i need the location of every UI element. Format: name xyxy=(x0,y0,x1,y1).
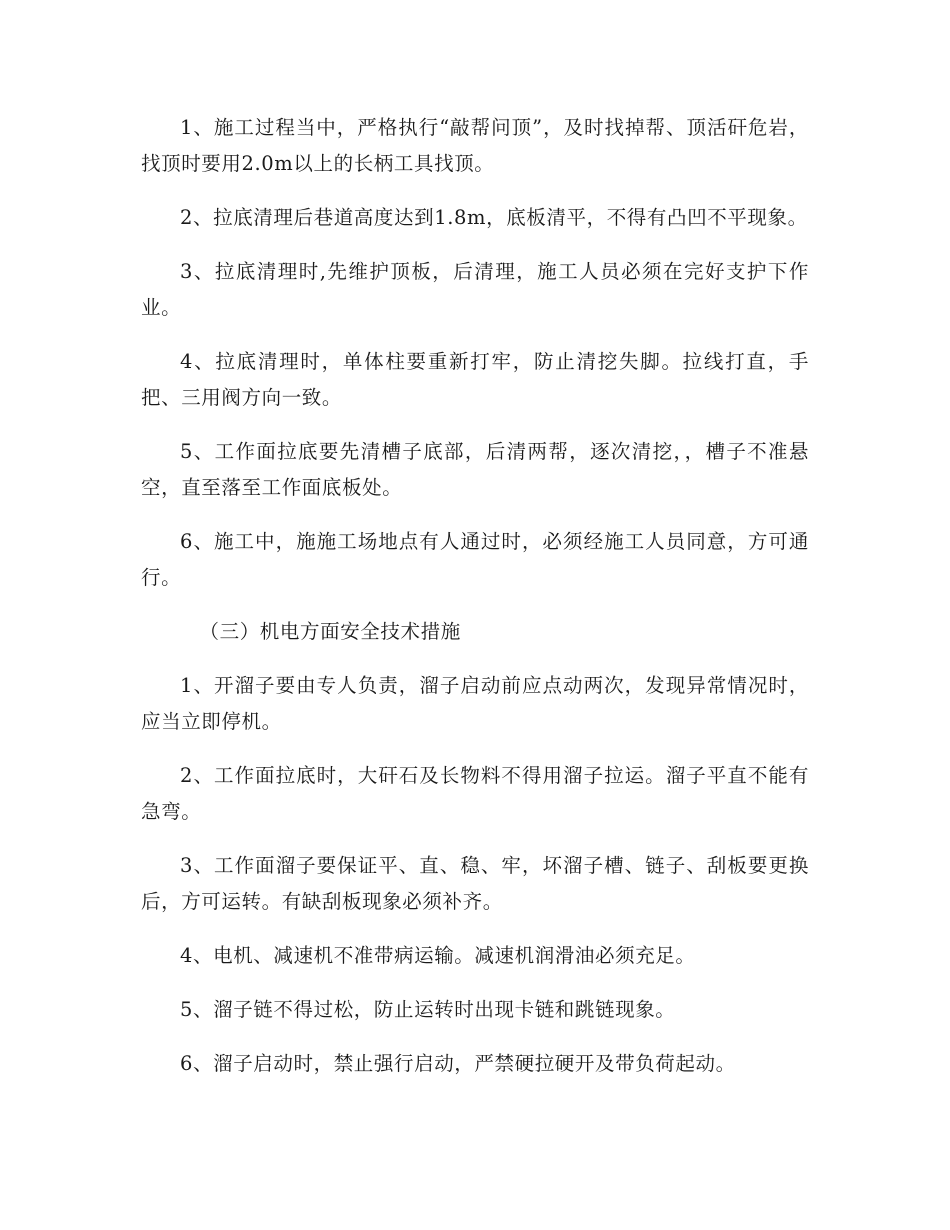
paragraph-construction-3: 3、拉底清理时,先维护顶板，后清理，施工人员必须在完好支护下作业。 xyxy=(141,260,809,319)
paragraph-construction-2: 2、拉底清理后巷道高度达到1.8m，底板清平，不得有凸凹不平现象。 xyxy=(180,206,808,229)
section-heading-electromechanical: （三）机电方面安全技术措施 xyxy=(199,620,461,643)
paragraph-electromechanical-3: 3、工作面溜子要保证平、直、稳、牢，坏溜子槽、链子、刮板要更换后，方可运转。有缺刮板现象必须补齐。 xyxy=(141,854,809,913)
paragraph-electromechanical-5: 5、溜子链不得过松，防止运转时出现卡链和跳链现象。 xyxy=(180,998,676,1021)
paragraph-construction-6: 6、施工中，施施工场地点有人通过时，必须经施工人员同意，方可通行。 xyxy=(141,530,809,589)
paragraph-construction-4: 4、拉底清理时，单体柱要重新打牢，防止清挖失脚。拉线打直，手把、三用阀方向一致。 xyxy=(141,350,809,409)
paragraph-electromechanical-2: 2、工作面拉底时，大矸石及长物料不得用溜子拉运。溜子平直不能有急弯。 xyxy=(141,764,809,823)
document-body xyxy=(141,110,809,1100)
paragraph-construction-1: 1、施工过程当中，严格执行“敲帮问顶”，及时找掉帮、顶活矸危岩，找顶时要用2.0m以上的长柄工具找顶。 xyxy=(141,116,809,175)
paragraph-electromechanical-1: 1、开溜子要由专人负责，溜子启动前应点动两次，发现异常情况时，应当立即停机。 xyxy=(141,674,809,733)
paragraph-electromechanical-6: 6、溜子启动时，禁止强行启动，严禁硬拉硬开及带负荷起动。 xyxy=(180,1052,736,1075)
paragraph-electromechanical-4: 4、电机、减速机不准带病运输。减速机润滑油必须充足。 xyxy=(180,944,696,967)
paragraph-construction-5: 5、工作面拉底要先清槽子底部，后清两帮，逐次清挖，，槽子不准悬空，直至落至工作面底板处。 xyxy=(141,440,809,499)
